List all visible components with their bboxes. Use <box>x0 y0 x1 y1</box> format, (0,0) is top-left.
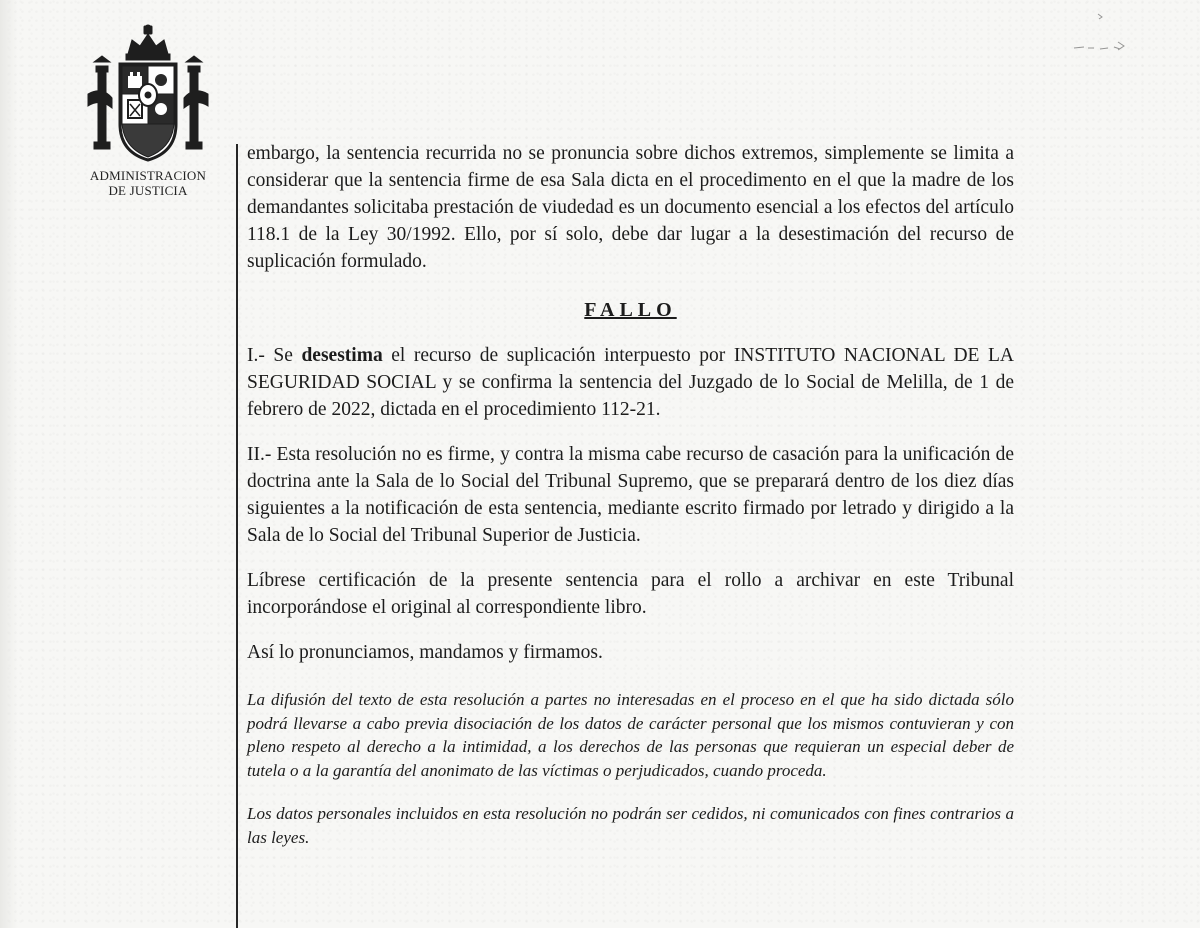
document-body <box>247 140 1014 849</box>
paragraph-closing: Así lo pronunciamos, mandamos y firmamos. <box>247 642 603 663</box>
paragraph-ruling-2: II.- Esta resolución no es firme, y contra la misma cabe recurso de casación para la unificación de doctrina ante la Sala de lo Social del Tribunal Supremo, que se preparará dentro de los diez días siguientes a la notificación de esta sentencia, mediante escrito firmado por letrado y dirigido a la Sala de lo Social del Tribunal Superior de Justicia. <box>247 444 1014 546</box>
ruling-1-text: el recurso de suplicación interpuesto por INSTITUTO NACIONAL DE LA SEGURIDAD SOCIAL y se confirma la sentencia del Juzgado de lo Social de Melilla, de 1 de febrero de 2022, dictada en el procedimiento 112-21. <box>247 345 1014 420</box>
paragraph-ruling-1 <box>247 342 1014 423</box>
emblem-caption-line2: DE JUSTICIA <box>108 183 188 198</box>
margin-rule <box>236 144 238 928</box>
scan-noise-mark-icon <box>1070 8 1130 58</box>
ruling-1-bold: desestima <box>301 345 383 366</box>
section-heading-fallo: FALLO <box>584 299 677 321</box>
emblem-caption <box>78 168 218 198</box>
coat-of-arms-icon <box>82 24 214 166</box>
ruling-1-prefix: I.- Se <box>247 345 302 366</box>
privacy-notice-1: La difusión del texto de esta resolución a partes no interesadas en el proceso en el que ha sido dictada sólo podrá llevarse a cabo previa disociación de los datos de carácter personal que los mismos contuvieran y con pleno respeto al derecho a la intimidad, a los derechos de las personas que requieran un especial deber de tutela o a la garantía del anonimato de las víctimas o perjudicados, cuando proceda. <box>247 690 1014 780</box>
paragraph-intro: embargo, la sentencia recurrida no se pronuncia sobre dichos extremos, simplemente se limita a considerar que la sentencia firme de esa Sala dicta en el procedimento en el que la madre de los demandantes solicitaba prestación de viudedad es un documento esencial a los efectos del artículo 118.1 de la Ley 30/1992. Ello, por sí solo, debe dar lugar a la desestimación del recurso de suplicación formulado. <box>247 143 1014 272</box>
emblem-caption-line1: ADMINISTRACION <box>89 168 207 183</box>
scan-edge-shadow <box>0 0 18 928</box>
privacy-notice-2: Los datos personales incluidos en esta resolución no podrán ser cedidos, ni comunicados con fines contrarios a las leyes. <box>247 804 1014 847</box>
paragraph-certification: Líbrese certificación de la presente sentencia para el rollo a archivar en este Tribunal incorporándose el original al correspondiente libro. <box>247 570 1014 618</box>
